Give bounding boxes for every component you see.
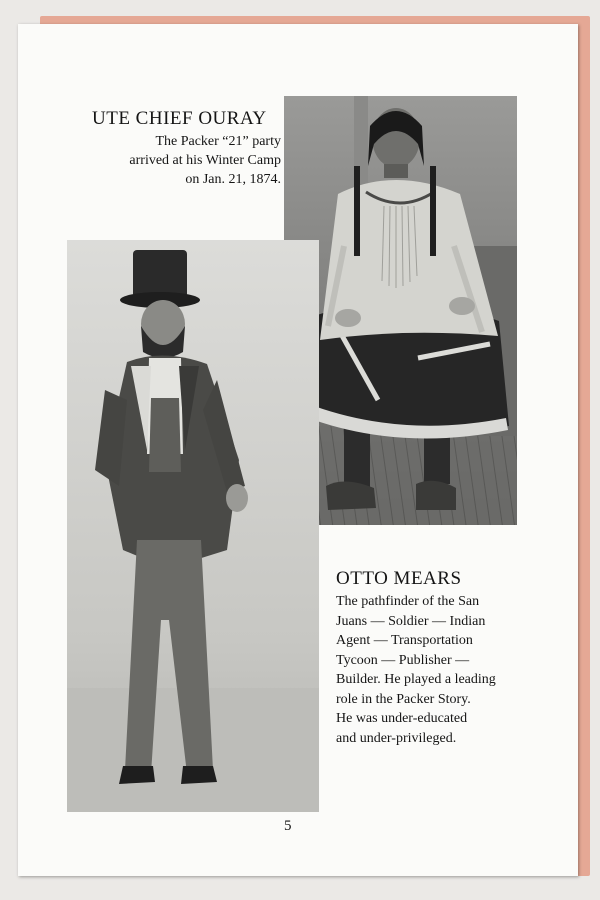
mears-caption-title: OTTO MEARS [336, 568, 462, 589]
mears-caption-line: Builder. He played a leading [336, 672, 496, 687]
mears-caption-line: Juans — Soldier — Indian [336, 613, 486, 629]
ouray-caption-line: on Jan. 21, 1874. [185, 172, 281, 187]
page-number: 5 [284, 818, 292, 834]
ouray-caption-text [78, 132, 281, 189]
ouray-caption-line: arrived at his Winter Camp [129, 153, 281, 168]
mears-caption-line: and under-privileged. [336, 730, 457, 746]
mears-caption-line: Tycoon — Publisher — [336, 652, 470, 668]
mears-caption-line: He was under-educated [336, 711, 468, 726]
booklet-page [18, 24, 578, 876]
mears-photograph [67, 240, 319, 812]
mears-caption-text [336, 592, 536, 748]
mears-caption-line: Agent — Transportation [336, 633, 473, 648]
mears-caption-line: The pathfinder of the San [336, 594, 480, 609]
ouray-caption-title: UTE CHIEF OURAY [92, 108, 267, 129]
ouray-caption-line: The Packer “21” party [155, 134, 281, 149]
mears-caption-line: role in the Packer Story. [336, 691, 471, 707]
